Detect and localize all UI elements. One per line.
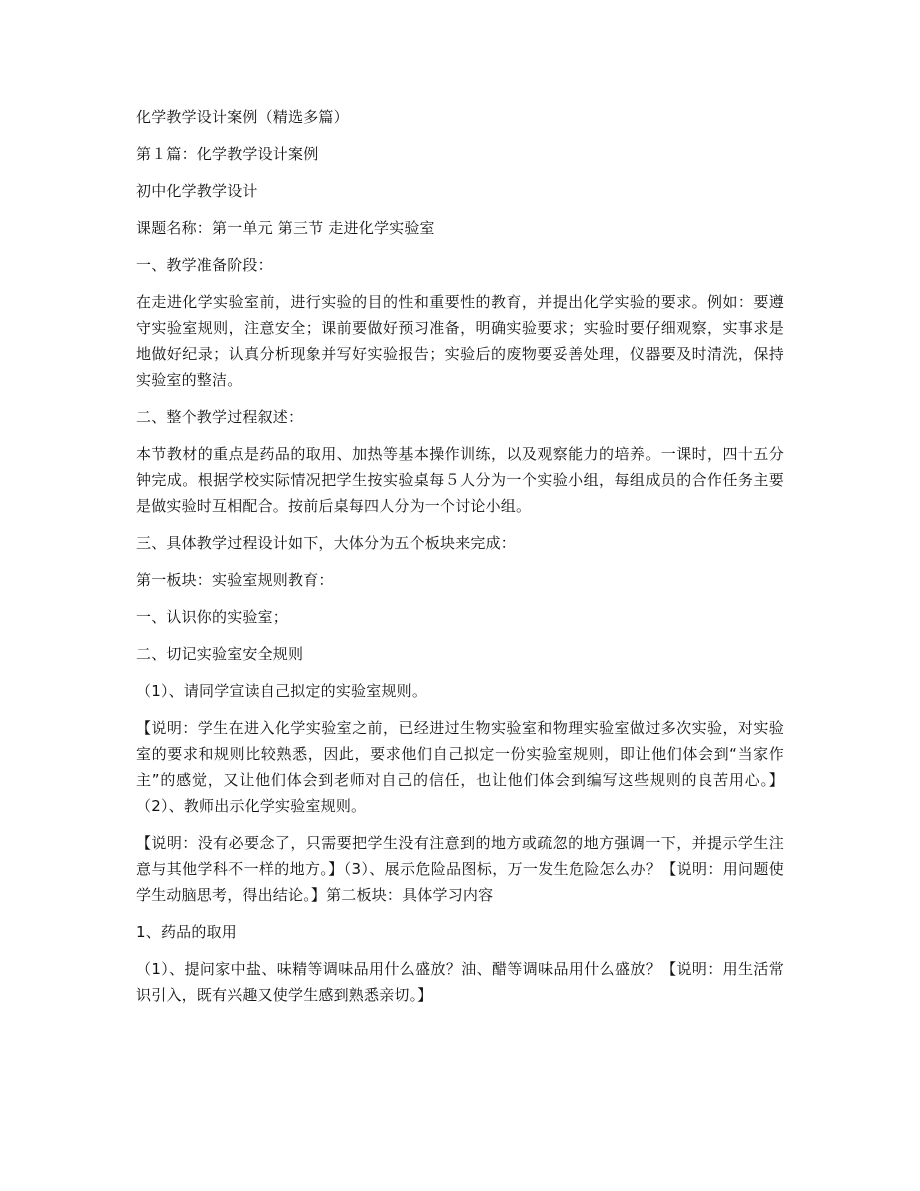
step-1: （1）、请同学宣读自己拟定的实验室规则。 (136, 682, 428, 700)
section3-heading: 三、具体教学过程设计如下，大体分为五个板块来完成： (136, 534, 517, 552)
item-2: 二、切记实验室安全规则 (136, 645, 304, 663)
document-title: 化学教学设计案例（精选多篇） (136, 108, 349, 126)
section2-body: 本节教材的重点是药品的取用、加热等基本操作训练，以及观察能力的培养。一课时，四十五分钟完成。根据学校实际情况把学生按实验桌每５人分为一个实验小组，每组成员的合作任务主要是做实验时互相配合。按前后桌每四人分为一个讨论小组。 (136, 445, 784, 515)
item-1: 一、认识你的实验室； (136, 608, 289, 626)
step-final: （1）、提问家中盐、味精等调味品用什么盛放？油、醋等调味品用什么盛放？【说明：用生活常识引入，既有兴趣又使学生感到熟悉亲切。】 (136, 960, 784, 1004)
block1-heading: 第一板块：实验室规则教育： (136, 571, 334, 589)
subtitle: 初中化学教学设计 (136, 182, 258, 200)
section1-body: 在走进化学实验室前，进行实验的目的性和重要性的教育，并提出化学实验的要求。例如：要遵守实验室规则，注意安全；课前要做好预习准备，明确实验要求；实验时要仔细观察，实事求是地做好纪录；认真分析现象并写好实验报告；实验后的废物要妥善处理，仪器要及时清洗，保持实验室的整洁。 (136, 293, 784, 389)
document-page (136, 104, 784, 1019)
sub-1: 1、药品的取用 (136, 923, 237, 941)
section2-heading: 二、整个教学过程叙述： (136, 408, 304, 426)
part-heading: 第１篇：化学教学设计案例 (136, 145, 319, 163)
section1-heading: 一、教学准备阶段： (136, 256, 273, 274)
note-1: 【说明：学生在进入化学实验室之前，已经进过生物实验室和物理实验室做过多次实验，对实验室的要求和规则比较熟悉，因此，要求他们自己拟定一份实验室规则，即让他们体会到“当家作主”的感觉，又让他们体会到老师对自己的信任，也让他们体会到编写这些规则的良苦用心。】（2）、教师出示化学实验室规则。 (136, 719, 784, 815)
note-2: 【说明：没有必要念了，只需要把学生没有注意到的地方或疏忽的地方强调一下，并提示学生注意与其他学科不一样的地方。】（3）、展示危险品图标，万一发生危险怎么办？【说明：用问题使学生动脑思考，得出结论。】第二板块：具体学习内容 (136, 834, 784, 904)
lesson-name: 课题名称：第一单元 第三节 走进化学实验室 (136, 219, 435, 237)
